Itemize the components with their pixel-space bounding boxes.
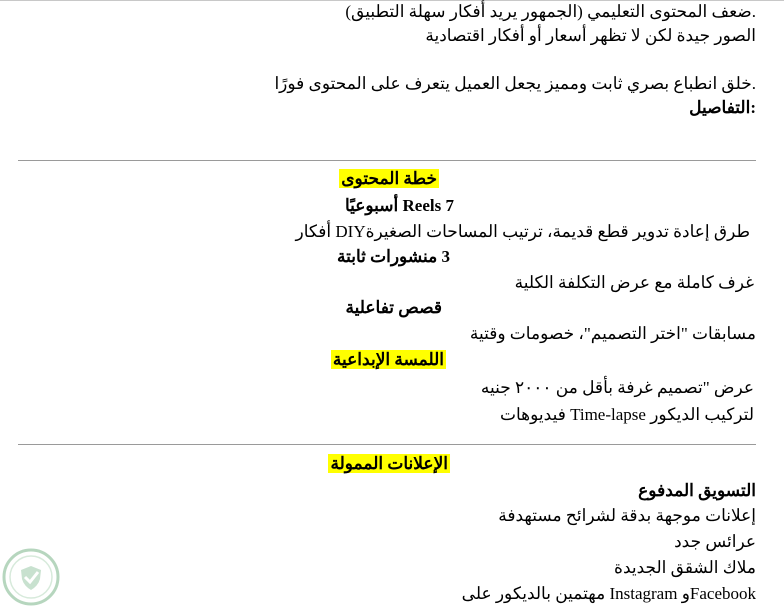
posts-heading: 3 منشورات ثابتة xyxy=(336,247,450,266)
intro-line-2: الصور جيدة لكن لا تظهر أسعار أو أفكار اقتصادية xyxy=(425,26,756,45)
intro-line-1: .ضعف المحتوى التعليمي (الجمهور يريد أفكار سهلة التطبيق) xyxy=(345,2,756,21)
ads-text-4: Facebookو Instagram مهتمين بالديكور على xyxy=(461,584,756,603)
reels-text: طرق إعادة تدوير قطع قديمة، ترتيب المساحات الصغيرةDIY أفكار xyxy=(295,222,750,241)
reels-heading: 7 Reels أسبوعيًا xyxy=(344,196,454,215)
section-divider-2 xyxy=(18,444,756,445)
ads-heading-text: الإعلانات الممولة xyxy=(330,454,448,473)
intro-line-3: .خلق انطباع بصري ثابت ومميز يجعل العميل يتعرف على المحتوى فورًا xyxy=(274,74,756,93)
stories-heading: قصص تفاعلية xyxy=(345,298,442,317)
stories-text: مسابقات "اختر التصميم"، خصومات وقتية xyxy=(469,324,756,343)
posts-text: غرف كاملة مع عرض التكلفة الكلية xyxy=(514,273,754,292)
section-divider xyxy=(18,160,756,161)
content-plan-heading-text: خطة المحتوى xyxy=(341,169,437,188)
paid-marketing-heading: التسويق المدفوع xyxy=(638,481,756,500)
creative-text-1: عرض "تصميم غرفة بأقل من ٢٠٠٠ جنيه xyxy=(480,378,754,397)
shield-check-icon xyxy=(2,548,60,606)
creative-heading xyxy=(331,350,446,370)
ads-text-1: إعلانات موجهة بدقة لشرائح مستهدفة xyxy=(498,506,756,525)
creative-text-2: لتركيب الديكور Time-lapse فيديوهات xyxy=(499,405,754,424)
creative-heading-text: اللمسة الإبداعية xyxy=(332,350,444,369)
ads-text-3: ملاك الشقق الجديدة xyxy=(614,558,756,577)
ads-text-2: عرائس جدد xyxy=(674,532,756,551)
ads-heading xyxy=(328,454,450,474)
details-heading: :التفاصيل xyxy=(689,98,756,117)
content-plan-heading xyxy=(339,169,439,189)
